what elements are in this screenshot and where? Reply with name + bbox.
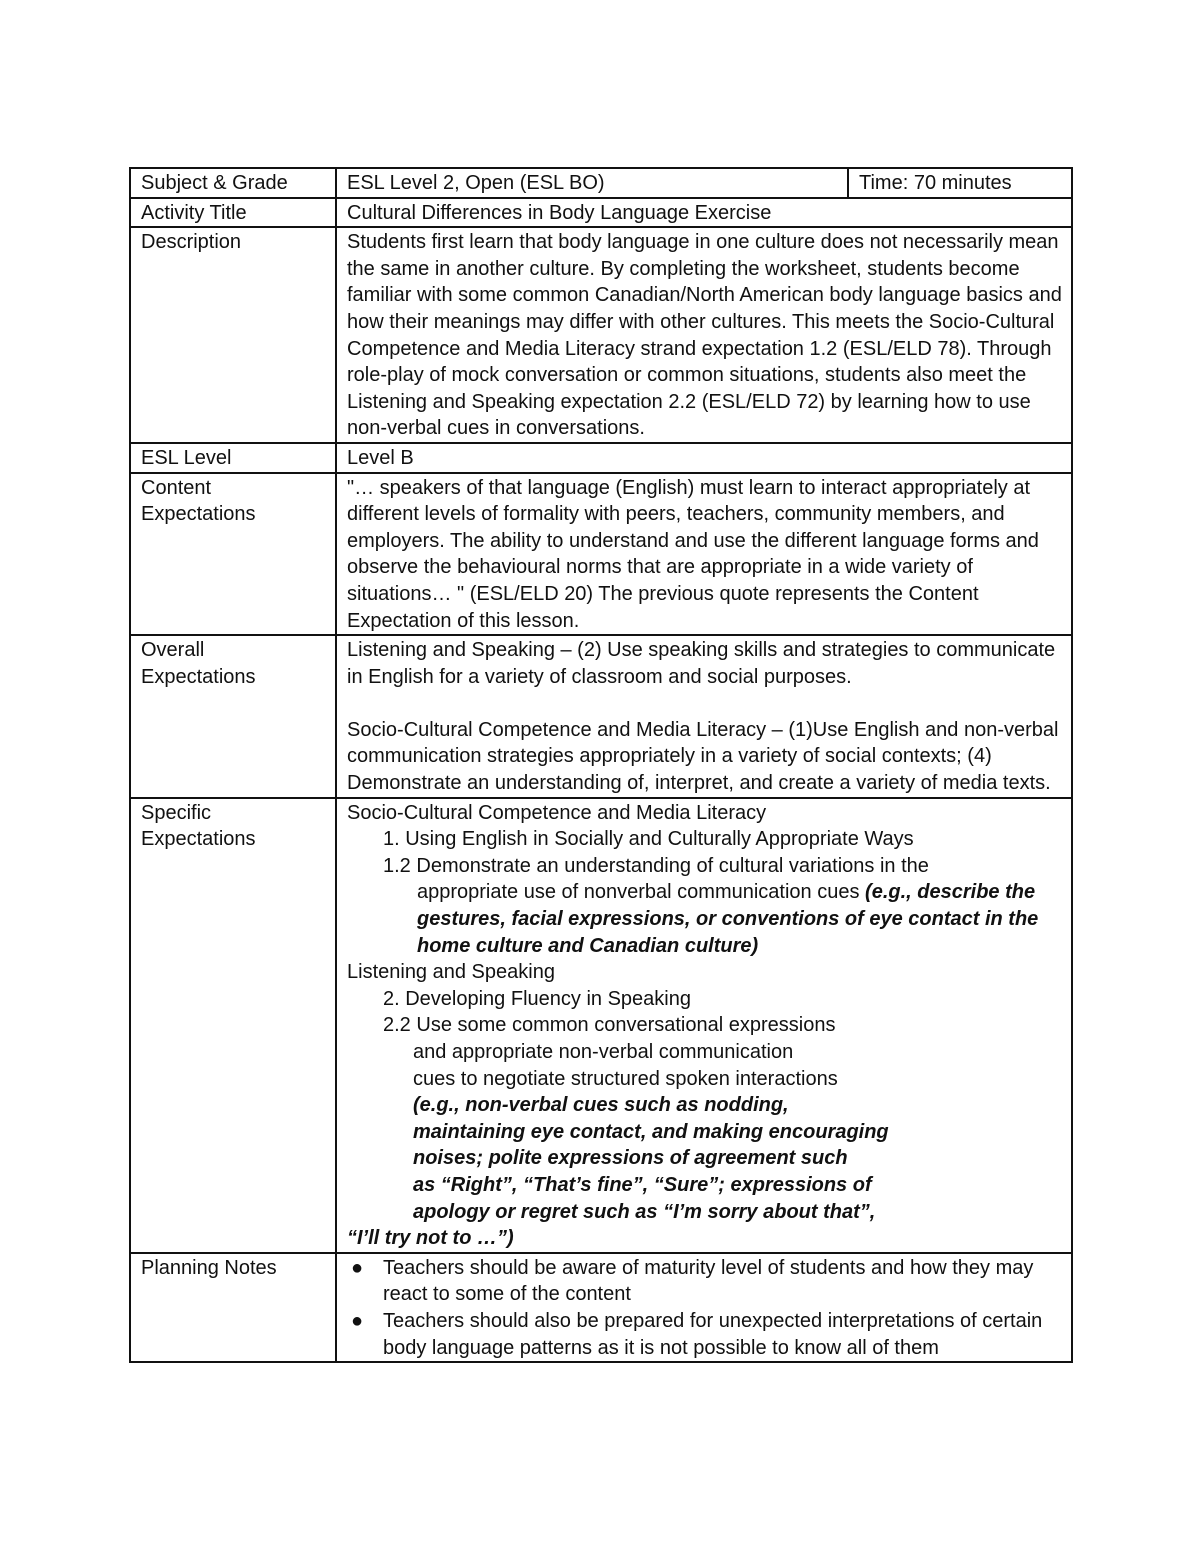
specific-label-line1: Specific [141, 801, 212, 824]
section1-sub-num: 1.2 [383, 854, 411, 877]
time-value: Time: 70 minutes [848, 168, 1072, 198]
section1-sub-text1: Demonstrate an understanding of cultural variations in the [416, 854, 929, 877]
bullet-icon: ● [351, 1256, 364, 1279]
description-label: Description [130, 227, 336, 443]
section2-bold-3: noises; polite expressions of agreement such [413, 1147, 848, 1170]
row-subject [130, 168, 1072, 198]
section2-sub-text1: Use some common conversational expressions [416, 1014, 836, 1037]
description-text [336, 227, 1072, 443]
esl-level-value: Level B [336, 443, 1072, 473]
note-text: Teachers should be aware of maturity level of students and how they may react to some of the content [383, 1256, 1034, 1306]
row-content [130, 473, 1072, 636]
content-paragraph: "… speakers of that language (English) must learn to interact appropriately at different levels of formality with peers, teachers, community members, and employers. The ability to understand and use the different language forms and observe the behavioural norms that are appropriate in a wide variety of situations… " (ESL/ELD 20) The previous quote represents the Content Expectation of this lesson. [347, 476, 1039, 632]
list-item [347, 1255, 1071, 1308]
overall-label-line1: Overall [141, 639, 205, 662]
section2-sub-line1 [347, 1012, 1071, 1039]
esl-level-label: ESL Level [130, 443, 336, 473]
specific-label-line2: Expectations [141, 828, 256, 851]
overall-label-line2: Expectations [141, 665, 256, 688]
section2-title: Listening and Speaking [347, 961, 555, 984]
content-label [130, 473, 336, 636]
section1-sub-text2: appropriate use of nonverbal communication cues [417, 881, 860, 904]
overall-paragraph-1: Listening and Speaking – (2) Use speaking skills and strategies to communicate in English for a variety of classroom and social purposes. [347, 639, 1056, 688]
section2-item: 2. Developing Fluency in Speaking [383, 987, 691, 1010]
row-description [130, 227, 1072, 443]
row-overall [130, 635, 1072, 798]
section1-item: 1. Using English in Socially and Culturally Appropriate Ways [383, 828, 914, 851]
note-text: Teachers should also be prepared for unexpected interpretations of certain body language patterns as it is not possible to know all of them [383, 1309, 1043, 1359]
section2-sub-num: 2.2 [383, 1014, 411, 1037]
section1-sub-block [347, 879, 1071, 959]
lesson-plan-table [129, 167, 1073, 1363]
section2-sub-line3: cues to negotiate structured spoken interactions [413, 1067, 838, 1090]
content-text [336, 473, 1072, 636]
section1-sub-bold: (e.g., describe the gestures, facial expressions, or conventions of eye contact in the home culture and Canadian culture) [417, 881, 1039, 957]
content-label-line1: Content [141, 476, 212, 499]
subject-label: Subject & Grade [130, 168, 336, 198]
activity-value: Cultural Differences in Body Language Exercise [336, 198, 1072, 228]
bullet-icon: ● [351, 1309, 364, 1332]
description-paragraph: Students first learn that body language in one culture does not necessarily mean the same in another culture. By completing the worksheet, students become familiar with some common Canadian/North American body language basics and how their meanings may differ with other cultures. This meets the Socio-Cultural Competence and Media Literacy strand expectation 1.2 (ESL/ELD 78). Through role-play of mock conversation or common situations, students also meet the Listening and Speaking expectation 2.2 (ESL/ELD 72) by learning how to use non-verbal cues in conversations. [347, 231, 1062, 440]
activity-label: Activity Title [130, 198, 336, 228]
list-item [347, 1308, 1071, 1361]
planning-notes-list [347, 1255, 1071, 1361]
planning-label: Planning Notes [130, 1253, 336, 1362]
section2-bold-6: “I’ll try not to …”) [347, 1227, 514, 1250]
section1-title: Socio-Cultural Competence and Media Literacy [347, 801, 767, 824]
row-planning [130, 1253, 1072, 1362]
section2-bold-1: (e.g., non-verbal cues such as nodding, [413, 1094, 789, 1117]
blank-line [347, 690, 1071, 717]
overall-paragraph-2: Socio-Cultural Competence and Media Literacy – (1)Use English and non-verbal communication strategies appropriately in a variety of social contexts; (4) Demonstrate an understanding of, interpret, and create a variety of media texts. [347, 718, 1059, 795]
row-specific [130, 798, 1072, 1253]
content-label-line2: Expectations [141, 503, 256, 526]
section2-sub-line2: and appropriate non-verbal communication [413, 1041, 794, 1063]
overall-label [130, 635, 336, 798]
section1-sub-line1 [347, 853, 1071, 880]
overall-text [336, 635, 1072, 798]
planning-notes [336, 1253, 1072, 1362]
specific-text [336, 798, 1072, 1253]
row-esl-level [130, 443, 1072, 473]
section2-bold-2: maintaining eye contact, and making encouraging [413, 1120, 889, 1143]
specific-label [130, 798, 336, 1253]
section2-bold-5: apology or regret such as “I’m sorry about that”, [413, 1200, 876, 1223]
row-activity [130, 198, 1072, 228]
section2-bold-4: as “Right”, “That’s fine”, “Sure”; expressions of [413, 1173, 872, 1196]
subject-value: ESL Level 2, Open (ESL BO) [336, 168, 848, 198]
